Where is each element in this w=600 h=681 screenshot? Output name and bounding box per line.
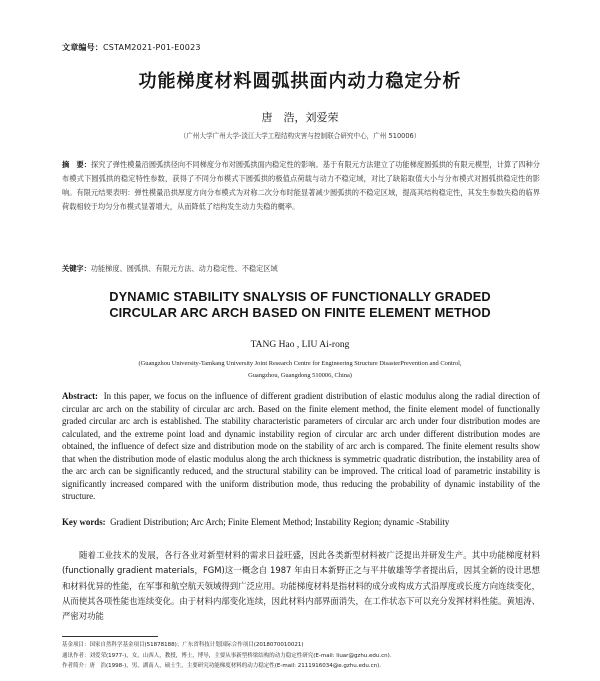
english-title (0, 289, 600, 321)
chinese-title: 功能梯度材料圆弧拱面内动力稳定分析 (138, 71, 462, 92)
article-number-label: 文章编号： (62, 43, 103, 52)
english-abstract-text: In this paper, we focus on the influence of different gradient distribution of elastic modulus along the radial direction of circular arc arch on the stability of circular arc arch. Based on the finite element method, the finite element model of functionally graded circular arc arch is established. The stability characteristic parameters of circular arc arch under four distribution modes are calculated, and the extreme point load and dynamic instability region of circular arc arch under different distribution modes are obtained, the influence of defect size and distribution mode on the stability of arc arch is compared. The finite element results show that when the distribution mode of elastic modulus along the arch thickness is symmetric quadratic distribution, the instability area of the arc arch can be significantly reduced, and the structural stability can be improved. The critical load of parametric instability is significantly increased compared with the uniform distribution mode, thus reducing the probability of dynamic instability of the structure. (62, 391, 541, 501)
chinese-keywords (62, 264, 540, 274)
footnote-author-bio: 作者简介：唐 浩(1998-)，男，湖南人，硕士生，主要研究功能梯度材料的动力稳定性(E-mail: 2111916034@e.gzhu.edu.cn). (62, 663, 382, 669)
english-title-line-2: CIRCULAR ARC ARCH BASED ON FINITE ELEMENT METHOD (109, 305, 491, 320)
english-abstract (62, 390, 540, 503)
footnote-corresponding-author: 通讯作者：刘爱荣(1977-)，女，山西人，教授，博士，博导，主要从事新型桥梁结构的动力稳定性研究(E-mail: liuar@gzhu.edu.cn). (62, 652, 392, 659)
chinese-keywords-text: 功能梯度、圆弧拱、有限元方法、动力稳定性、不稳定区域 (90, 264, 278, 273)
english-affiliation-line-2: Guangzhou, Guangdong 510006, China) (248, 372, 352, 379)
body-paragraph: 随着工业技术的发展，各行各业对新型材料的需求日益旺盛，因此各类新型材料被广泛提出并研发生产。其中功能梯度材料(functionally gradient materials，FGM)这一概念自 1987 年由日本新野正之与平井敏雄等学者提出后，因其全新的设计思想和材料优异的性能，在军事和航空航天领域得到广泛应用。功能梯度材料是指材料的成分或构成方式沿厚度或长度方向连续变化，从而使其各项性能也连续变化。由于材料内部变化连续，因此材料内部界面消失，在工作状态下可以充分发挥材料性能。黄旭涛、严密对功能 (62, 550, 540, 622)
chinese-abstract-label: 摘 要： (62, 160, 91, 169)
chinese-authors: 唐 浩，刘爱荣 (261, 111, 339, 124)
footnote-divider (62, 636, 158, 637)
english-keywords-label: Key words: (62, 517, 106, 527)
chinese-affiliation: （广州大学广州大学-淡江大学工程结构灾害与控制联合研究中心，广州 510006） (179, 132, 421, 140)
chinese-abstract-text: 探究了弹性模量沿圆弧拱径向不同梯度分布对圆弧拱面内稳定性的影响。基于有限元方法建立了功能梯度圆弧拱的有限元模型，计算了四种分布模式下圆弧拱的稳定特性参数，获得了不同分布模式下圆弧拱的极值点荷载与动力不稳定域，对比了缺陷取值大小与分布模式对圆弧拱稳定性的影响。有限元结果表明：弹性模量沿拱厚度方向分布模式为对称二次分布时能显著减少圆弧拱的不稳定区域，提高其结构稳定性，其发生参数失稳的临界荷载相较于均匀分布模式显著增大，从而降低了结构发生动力失稳的概率。 (62, 160, 540, 211)
footnotes (62, 640, 542, 672)
english-abstract-label: Abstract: (62, 391, 98, 401)
english-keywords-text: Gradient Distribution; Arc Arch; Finite Element Method; Instability Region; dynamic -Stability (110, 517, 450, 527)
english-authors: TANG Hao , LIU Ai-rong (250, 340, 350, 350)
english-title-line-1: DYNAMIC STABILITY SNALYSIS OF FUNCTIONALLY GRADED (109, 289, 491, 304)
article-number-value: CSTAM2021-P01-E0023 (103, 43, 201, 52)
chinese-keywords-label: 关键字： (62, 264, 91, 273)
chinese-abstract (62, 158, 540, 214)
english-affiliation-line-1: (Guangzhou University-Tamkang University Joint Research Centre for Engineering Structure DisasterPrevention and Control, (138, 360, 462, 367)
article-number (62, 42, 201, 53)
footnote-funding: 基金项目：国家自然科学基金项目(51878188)；广东省科技计划国际合作项目(2018070010021) (62, 642, 304, 648)
english-keywords (62, 517, 540, 527)
english-affiliation (0, 358, 600, 382)
